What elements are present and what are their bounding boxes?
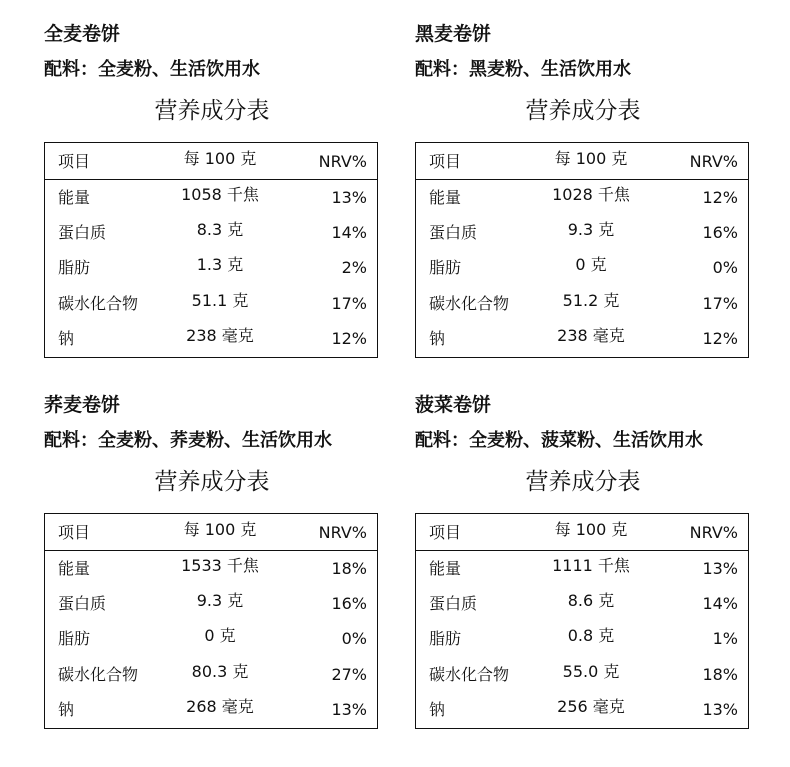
- row-amount: 238 毫克: [557, 326, 625, 345]
- table-header-row: [45, 516, 377, 550]
- header-per100: 每 100 克: [554, 149, 628, 168]
- table-row: [416, 552, 748, 586]
- row-amount: 1028 千焦: [552, 185, 630, 204]
- row-amount: 80.3 克: [191, 662, 249, 681]
- table-title: 营养成分表: [525, 469, 641, 495]
- header-nrv: NRV%: [318, 152, 367, 171]
- table-row: [45, 181, 377, 215]
- row-nrv: 14%: [702, 594, 738, 613]
- row-nrv: 12%: [331, 329, 367, 348]
- row-item: 能量: [58, 188, 91, 207]
- row-nrv: 27%: [331, 665, 367, 684]
- table-row: [416, 287, 748, 321]
- row-amount: 9.3 克: [196, 591, 244, 610]
- product-name: 黑麦卷饼: [415, 23, 492, 45]
- row-item: 能量: [58, 559, 91, 578]
- row-item: 脂肪: [429, 629, 462, 648]
- table-row: [45, 587, 377, 621]
- row-amount: 1533 千焦: [181, 556, 259, 575]
- table-row: [416, 322, 748, 356]
- row-nrv: 13%: [331, 700, 367, 719]
- nutrition-table: [415, 513, 749, 729]
- row-item: 碳水化合物: [58, 294, 139, 313]
- row-amount: 1.3 克: [196, 255, 244, 274]
- row-item: 脂肪: [58, 629, 91, 648]
- row-amount: 268 毫克: [186, 697, 254, 716]
- row-item: 碳水化合物: [58, 665, 139, 684]
- row-amount: 51.2 克: [562, 291, 620, 310]
- row-amount: 8.6 克: [567, 591, 615, 610]
- table-header-row: [416, 516, 748, 550]
- row-item: 蛋白质: [429, 594, 478, 613]
- table-row: [45, 287, 377, 321]
- row-nrv: 16%: [331, 594, 367, 613]
- row-nrv: 13%: [702, 700, 738, 719]
- row-amount: 0 克: [204, 626, 236, 645]
- product-name: 菠菜卷饼: [415, 394, 492, 416]
- table-row: [416, 216, 748, 250]
- row-item: 蛋白质: [58, 594, 107, 613]
- product-name: 全麦卷饼: [44, 23, 121, 45]
- header-nrv: NRV%: [318, 523, 367, 542]
- header-nrv: NRV%: [689, 523, 738, 542]
- row-item: 钠: [429, 700, 446, 719]
- row-item: 脂肪: [429, 258, 462, 277]
- table-header-row: [45, 145, 377, 179]
- row-amount: 55.0 克: [562, 662, 620, 681]
- row-amount: 51.1 克: [191, 291, 249, 310]
- table-row: [45, 693, 377, 727]
- ingredients-line: 配料：黑麦粉、生活饮用水: [415, 59, 631, 80]
- row-nrv: 12%: [702, 329, 738, 348]
- row-item: 蛋白质: [58, 223, 107, 242]
- row-nrv: 18%: [331, 559, 367, 578]
- row-nrv: 14%: [331, 223, 367, 242]
- table-title: 营养成分表: [154, 469, 270, 495]
- panel-rye: [415, 0, 755, 360]
- table-row: [416, 693, 748, 727]
- header-per100: 每 100 克: [183, 149, 257, 168]
- table-row: [45, 658, 377, 692]
- row-item: 脂肪: [58, 258, 91, 277]
- panel-spinach: [415, 371, 755, 731]
- row-item: 蛋白质: [429, 223, 478, 242]
- row-amount: 0.8 克: [567, 626, 615, 645]
- row-nrv: 0%: [712, 258, 738, 277]
- row-amount: 0 克: [575, 255, 607, 274]
- row-nrv: 12%: [702, 188, 738, 207]
- row-nrv: 0%: [341, 629, 367, 648]
- row-amount: 9.3 克: [567, 220, 615, 239]
- table-row: [45, 552, 377, 586]
- header-per100: 每 100 克: [554, 520, 628, 539]
- row-nrv: 1%: [712, 629, 738, 648]
- header-item: 项目: [58, 523, 91, 542]
- row-item: 钠: [429, 329, 446, 348]
- ingredients-line: 配料：全麦粉、生活饮用水: [44, 59, 260, 80]
- table-row: [45, 251, 377, 285]
- table-row: [416, 658, 748, 692]
- row-amount: 256 毫克: [557, 697, 625, 716]
- table-row: [416, 181, 748, 215]
- table-row: [416, 622, 748, 656]
- nutrition-table: [415, 142, 749, 358]
- row-amount: 238 毫克: [186, 326, 254, 345]
- row-item: 碳水化合物: [429, 294, 510, 313]
- panel-whole-wheat: [44, 0, 384, 360]
- table-title: 营养成分表: [154, 98, 270, 124]
- row-nrv: 13%: [702, 559, 738, 578]
- header-item: 项目: [58, 152, 91, 171]
- table-row: [45, 216, 377, 250]
- header-nrv: NRV%: [689, 152, 738, 171]
- row-amount: 1111 千焦: [552, 556, 630, 575]
- row-amount: 8.3 克: [196, 220, 244, 239]
- table-row: [45, 322, 377, 356]
- row-item: 钠: [58, 329, 75, 348]
- row-nrv: 17%: [331, 294, 367, 313]
- table-title: 营养成分表: [525, 98, 641, 124]
- table-row: [416, 587, 748, 621]
- row-item: 碳水化合物: [429, 665, 510, 684]
- row-nrv: 18%: [702, 665, 738, 684]
- ingredients-line: 配料：全麦粉、菠菜粉、生活饮用水: [415, 430, 703, 451]
- nutrition-table: [44, 142, 378, 358]
- ingredients-line: 配料：全麦粉、荞麦粉、生活饮用水: [44, 430, 332, 451]
- row-nrv: 2%: [341, 258, 367, 277]
- row-nrv: 17%: [702, 294, 738, 313]
- row-item: 能量: [429, 188, 462, 207]
- header-item: 项目: [429, 152, 462, 171]
- nutrition-table: [44, 513, 378, 729]
- row-item: 钠: [58, 700, 75, 719]
- panel-buckwheat: [44, 371, 384, 731]
- table-header-row: [416, 145, 748, 179]
- header-item: 项目: [429, 523, 462, 542]
- product-name: 荞麦卷饼: [44, 394, 121, 416]
- row-nrv: 16%: [702, 223, 738, 242]
- row-nrv: 13%: [331, 188, 367, 207]
- table-row: [416, 251, 748, 285]
- header-per100: 每 100 克: [183, 520, 257, 539]
- row-item: 能量: [429, 559, 462, 578]
- row-amount: 1058 千焦: [181, 185, 259, 204]
- table-row: [45, 622, 377, 656]
